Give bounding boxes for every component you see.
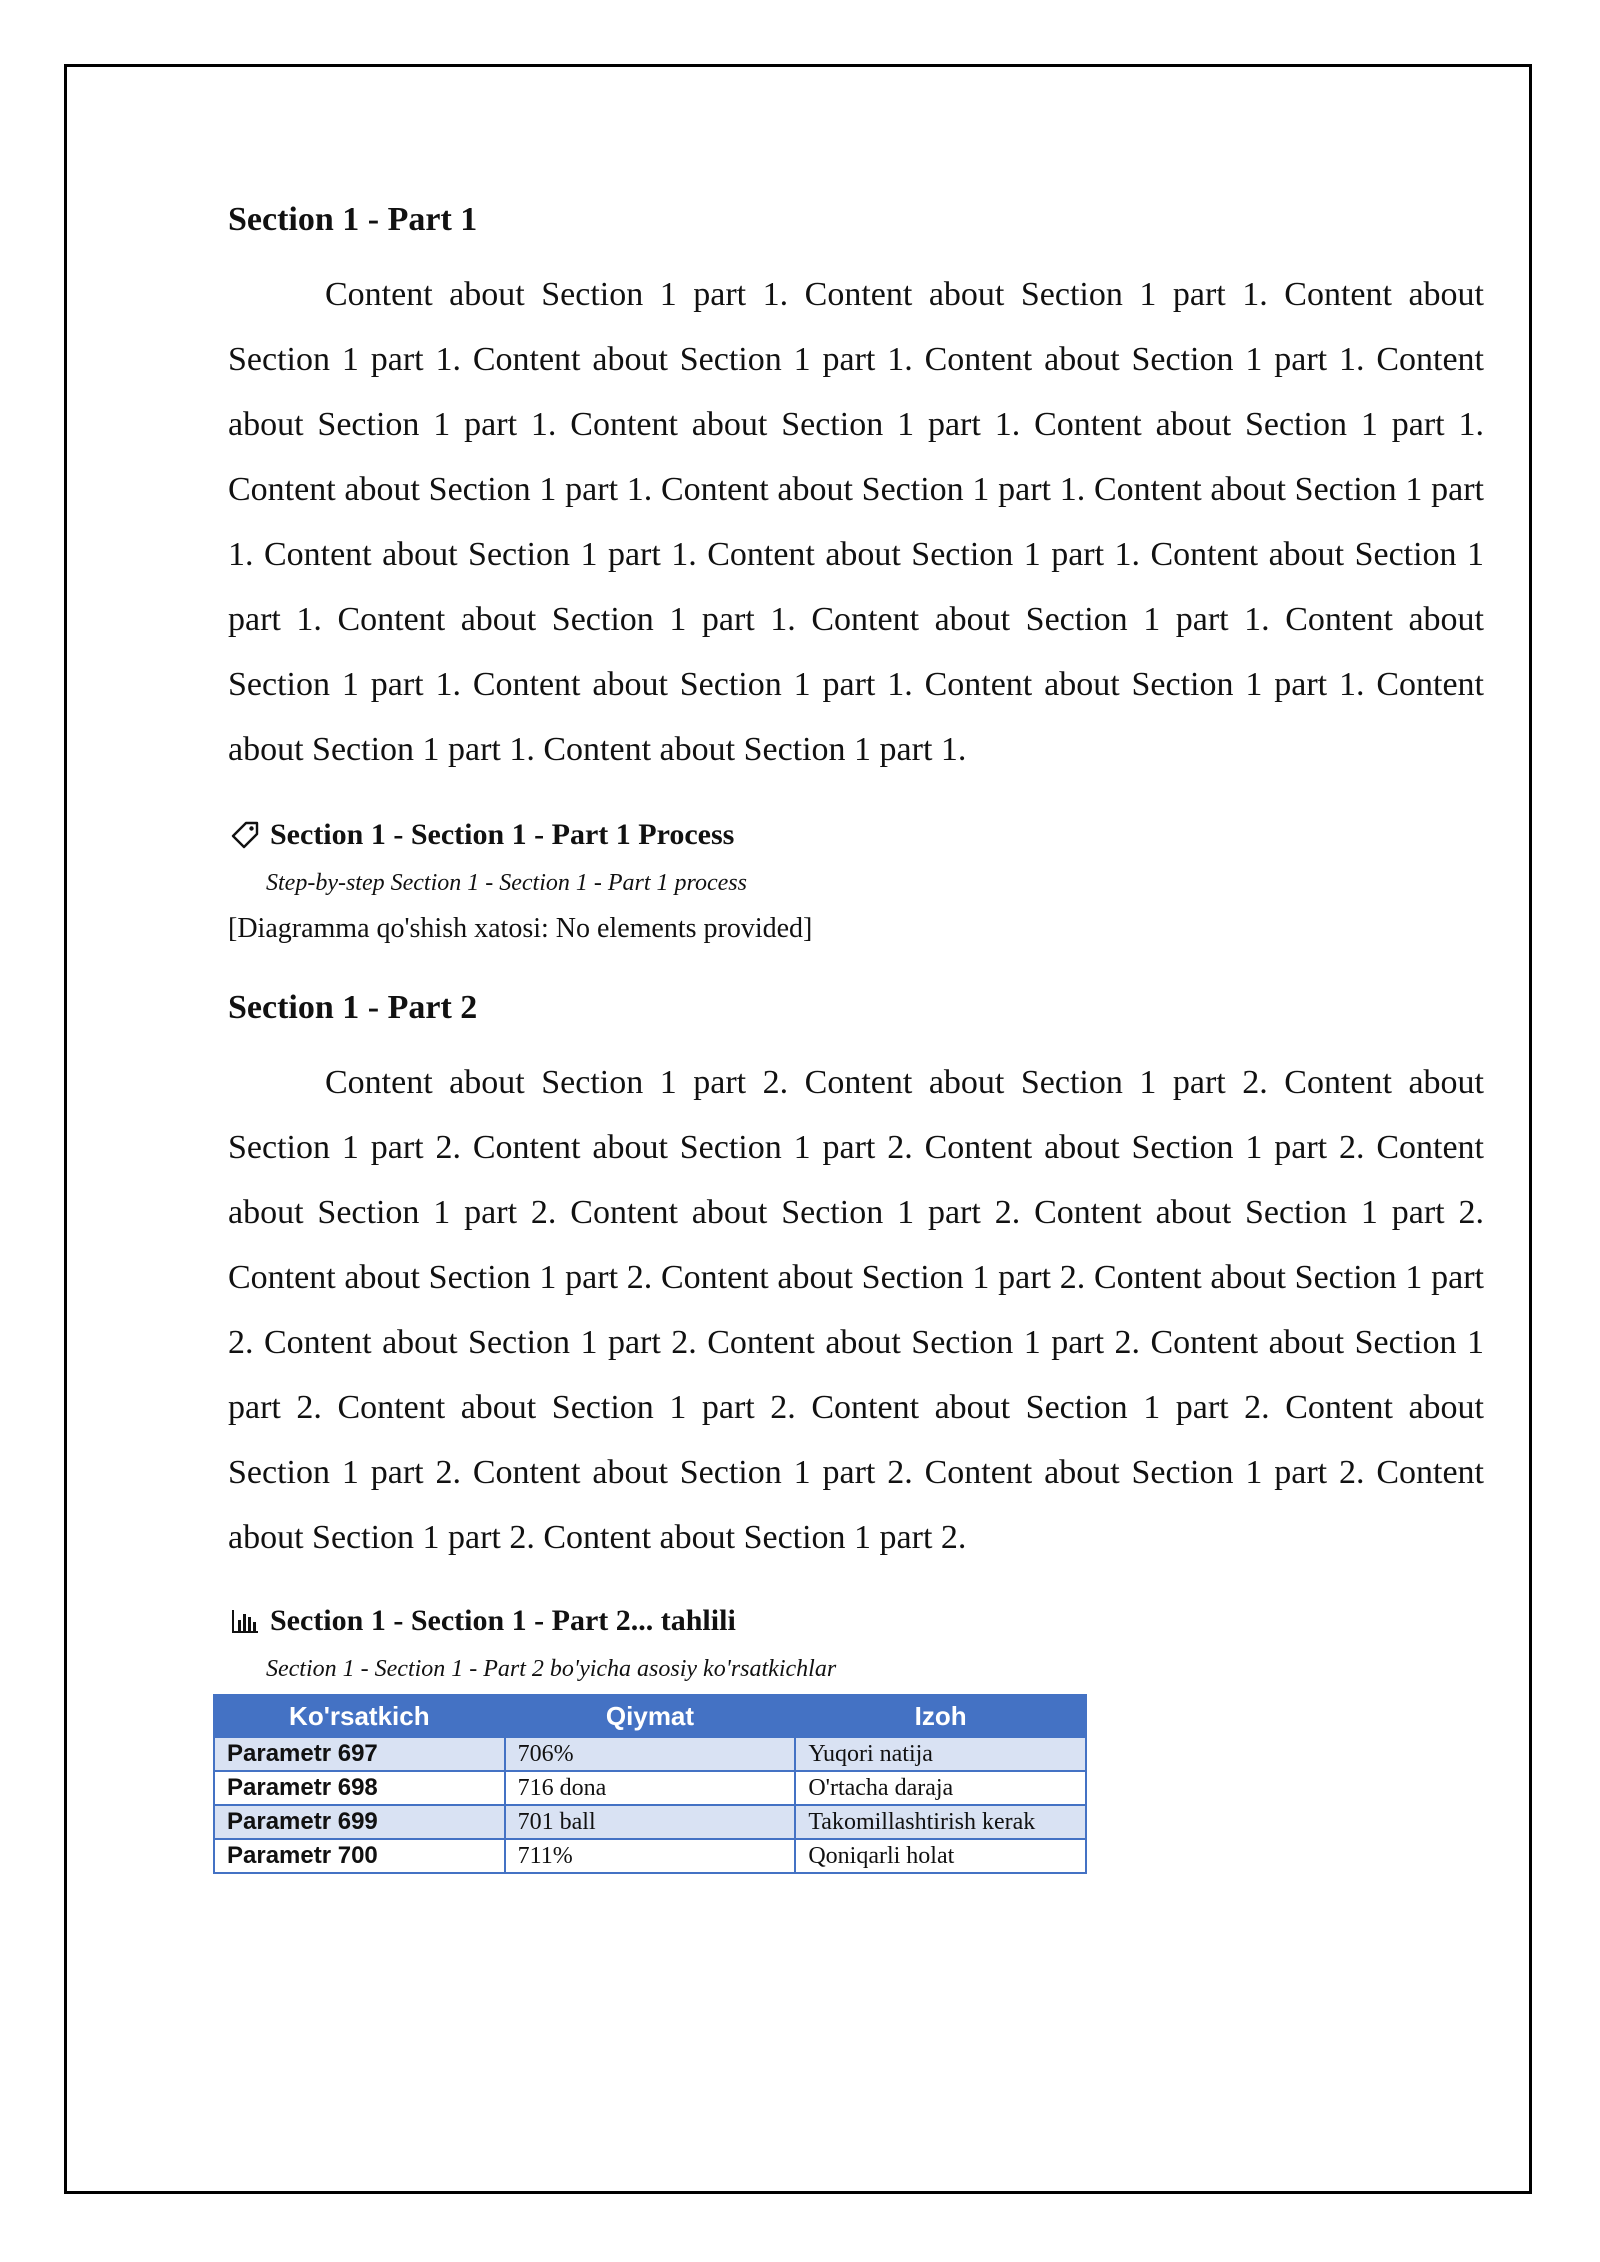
- bar-chart-icon: [228, 1604, 262, 1638]
- analysis-title: Section 1 - Section 1 - Part 2... tahlili: [270, 1604, 736, 1637]
- section-heading: Section 1 - Part 2: [228, 989, 478, 1026]
- table-cell: Yuqori natija: [795, 1737, 1086, 1771]
- column-header: Qiymat: [505, 1695, 796, 1737]
- diagram-error-text: [Diagramma qo'shish xatosi: No elements provided]: [228, 913, 813, 944]
- analysis-heading: [228, 1598, 1484, 1644]
- table-cell: Parametr 697: [214, 1737, 505, 1771]
- table-row: [214, 1805, 1086, 1839]
- table-header-row: [214, 1695, 1086, 1737]
- body-paragraph: Content about Section 1 part 2. Content about Section 1 part 2. Content about Section 1 part 2. Content about Section 1 part 2. Content about Section 1 part 2. Content about Section 1 part 2. Content about Section 1 part 2. Content about Section 1 part 2. Content about Section 1 part 2. Content about Section 1 part 2. Content about Section 1 part 2. Content about Section 1 part 2. Content about Section 1 part 2. Content about Section 1 part 2. Content about Section 1 part 2. Content about Section 1 part 2. Content about Section 1 part 2. Content about Section 1 part 2. Content about Section 1 part 2. Content about Section 1 part 2. Content about Section 1 part 2.: [228, 1064, 1484, 1556]
- table-row: [214, 1737, 1086, 1771]
- column-header: Izoh: [795, 1695, 1086, 1737]
- table-cell: Parametr 700: [214, 1839, 505, 1873]
- table-cell: 716 dona: [505, 1771, 796, 1805]
- analysis-caption: Section 1 - Section 1 - Part 2 bo'yicha asosiy ko'rsatkichlar: [266, 1656, 837, 1682]
- metrics-table: [213, 1694, 1087, 1874]
- table-cell: Takomillashtirish kerak: [795, 1805, 1086, 1839]
- body-paragraph: Content about Section 1 part 1. Content about Section 1 part 1. Content about Section 1 part 1. Content about Section 1 part 1. Content about Section 1 part 1. Content about Section 1 part 1. Content about Section 1 part 1. Content about Section 1 part 1. Content about Section 1 part 1. Content about Section 1 part 1. Content about Section 1 part 1. Content about Section 1 part 1. Content about Section 1 part 1. Content about Section 1 part 1. Content about Section 1 part 1. Content about Section 1 part 1. Content about Section 1 part 1. Content about Section 1 part 1. Content about Section 1 part 1. Content about Section 1 part 1. Content about Section 1 part 1.: [228, 276, 1484, 768]
- process-heading: [228, 812, 1484, 858]
- table-cell: Parametr 698: [214, 1771, 505, 1805]
- table-cell: 711%: [505, 1839, 796, 1873]
- table-row: [214, 1771, 1086, 1805]
- table-cell: Parametr 699: [214, 1805, 505, 1839]
- document-body: [228, 190, 1484, 1874]
- table-cell: Qoniqarli holat: [795, 1839, 1086, 1873]
- table-cell: 701 ball: [505, 1805, 796, 1839]
- process-title: Section 1 - Section 1 - Part 1 Process: [270, 818, 735, 851]
- table-row: [214, 1839, 1086, 1873]
- column-header: Ko'rsatkich: [214, 1695, 505, 1737]
- tag-icon: [228, 818, 262, 852]
- section-heading: Section 1 - Part 1: [228, 201, 478, 238]
- process-caption: Step-by-step Section 1 - Section 1 - Part 1 process: [266, 870, 747, 896]
- table-cell: O'rtacha daraja: [795, 1771, 1086, 1805]
- table-cell: 706%: [505, 1737, 796, 1771]
